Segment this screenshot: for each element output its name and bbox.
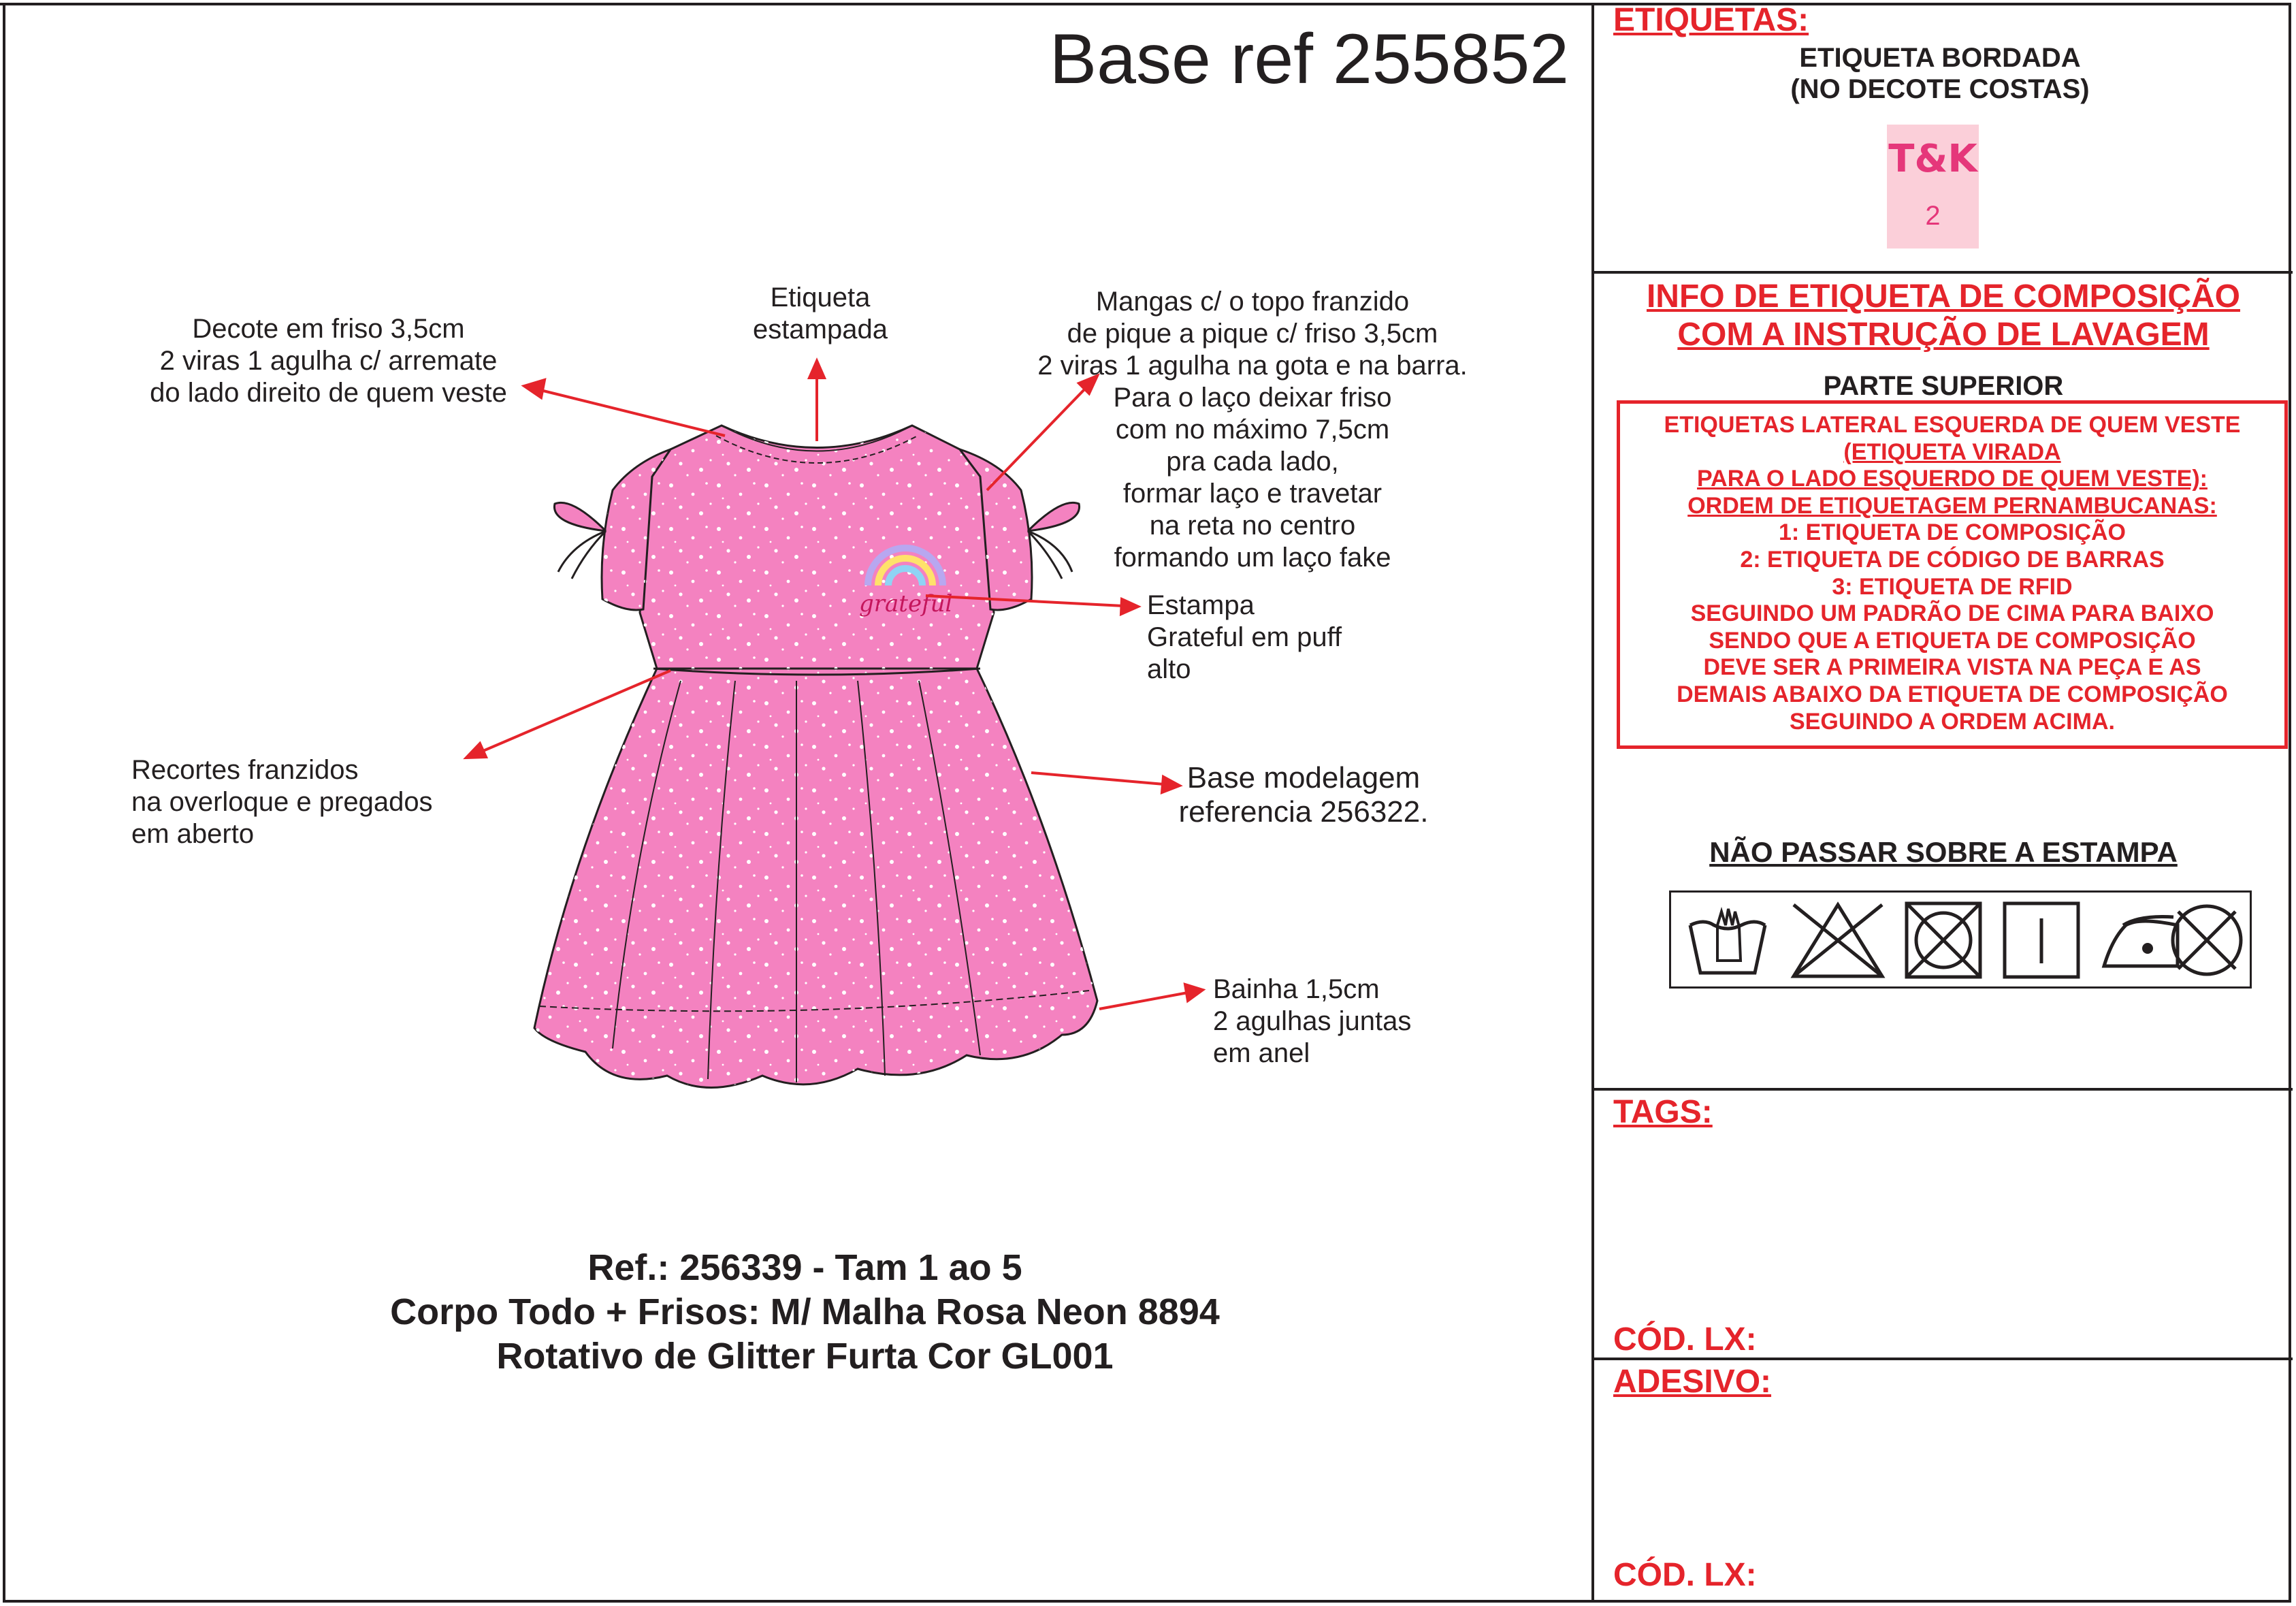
note-recortes: Recortes franzidos na overloque e pregados em aberto <box>131 755 433 849</box>
note-estampa: Estampa Grateful em puff alto <box>1147 590 1342 684</box>
cod-lx-adesivo: CÓD. LX: <box>1613 1557 1757 1593</box>
note-decote: Decote em friso 3,5cm 2 viras 1 agulha c/ arremate do lado direito de quem veste <box>150 314 507 408</box>
do-not-dry-clean-icon <box>2165 898 2249 982</box>
reference-block <box>340 1246 1270 1379</box>
page-title: Base ref 255852 <box>1049 20 1569 99</box>
labeling-instructions-box: ETIQUETAS LATERAL ESQUERDA DE QUEM VESTE (ETIQUETA VIRADA PARA O LADO ESQUERDO DE QUEM VESTE): ORDEM DE ETIQUETAGEM PERNAMBUCANAS: 1: ETIQUETA DE COMPOSIÇÃO 2: ETIQUETA DE CÓDIGO DE BARRAS 3: ETIQUETA DE RFID SEGUINDO UM PADRÃO DE CIMA PARA BAIXO SENDO QUE A ETIQUETA DE COMPOSIÇÃO DEVE SER A PRIMEIRA VISTA NA PEÇA E AS DEMAIS ABAIXO DA ETIQUETA DE COMPOSIÇÃO SEGUINDO A ORDEM ACIMA. <box>1617 400 2288 749</box>
tags-heading: TAGS: <box>1613 1094 1713 1130</box>
note-base-modelagem: Base modelagem referencia 256322. <box>1178 761 1429 829</box>
note-mangas: Mangas c/ o topo franzido de pique a pique c/ friso 3,5cm 2 viras 1 agulha na gota e na barra. Para o laço deixar friso com no máximo 7,5cm pra cada lado, formar laço e travetar na reta no centro formando um laço fake <box>1037 287 1468 573</box>
brand-logo: T&K <box>1888 137 1977 181</box>
divider-info <box>1594 1088 2293 1091</box>
info-heading: INFO DE ETIQUETA DE COMPOSIÇÃO COM A INSTRUÇÃO DE LAVAGEM <box>1646 278 2241 353</box>
note-etiqueta: Etiqueta estampada <box>753 283 888 344</box>
reference-line: Corpo Todo + Frisos: M/ Malha Rosa Neon 8894 <box>390 1291 1220 1332</box>
reference-line: Ref.: 256339 - Tam 1 ao 5 <box>587 1247 1022 1288</box>
parte-superior: PARTE SUPERIOR <box>1823 371 2064 401</box>
dress-skirt <box>534 669 1097 1088</box>
care-symbols <box>1669 890 2252 989</box>
line-dry-icon <box>1999 898 2084 982</box>
size-label: 2 <box>1925 201 1941 231</box>
print-text: grateful <box>859 590 953 617</box>
do-not-tumble-dry-icon <box>1901 898 1986 982</box>
nao-passar-warning: NÃO PASSAR SOBRE A ESTAMPA <box>1709 836 2178 868</box>
brand-label <box>1887 125 1979 248</box>
divider-etiquetas <box>1594 271 2293 274</box>
adesivo-heading: ADESIVO: <box>1613 1364 1772 1400</box>
do-not-bleach-icon <box>1787 898 1889 982</box>
cod-lx-tags: CÓD. LX: <box>1613 1321 1757 1358</box>
hand-wash-icon <box>1683 898 1772 982</box>
etiquetas-heading: ETIQUETAS: <box>1613 2 1809 38</box>
dress-bodice <box>640 425 994 675</box>
note-bainha: Bainha 1,5cm 2 agulhas juntas em anel <box>1213 974 1412 1068</box>
etiqueta-bordada: ETIQUETA BORDADA (NO DECOTE COSTAS) <box>1790 43 2090 104</box>
reference-line: Rotativo de Glitter Furta Cor GL001 <box>496 1336 1114 1377</box>
left-bow <box>554 502 606 579</box>
